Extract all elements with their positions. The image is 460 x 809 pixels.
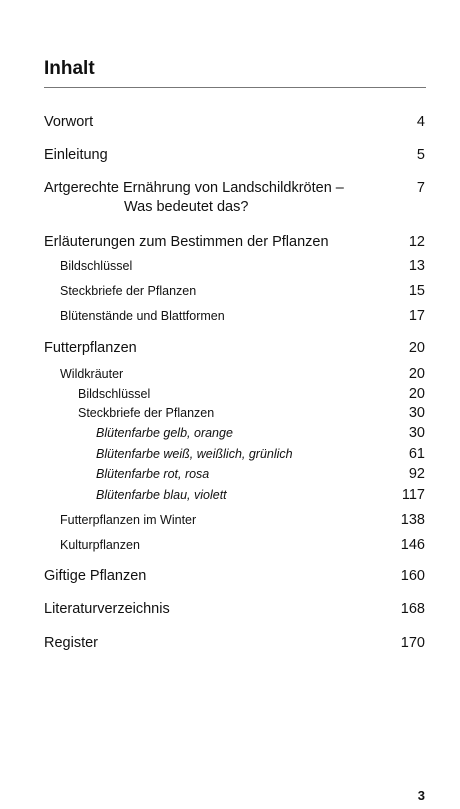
toc-entry-page: 30	[408, 405, 425, 421]
toc-entry-label: Blütenfarbe blau, violett	[96, 488, 227, 502]
toc-entry-page: 30	[408, 425, 425, 441]
toc-entry-label: Einleitung	[44, 147, 108, 163]
toc-entry-label: Literaturverzeichnis	[44, 601, 170, 617]
toc-entry-page: 13	[408, 258, 425, 274]
toc-entry-label: Blütenfarbe weiß, weißlich, grünlich	[96, 447, 293, 461]
toc-entry-label: Steckbriefe der Pflanzen	[78, 406, 215, 420]
toc-entry-page: 146	[400, 537, 425, 553]
toc-entry-page: 20	[408, 340, 425, 356]
toc-entry-label-continuation: Was bedeutet das?	[124, 199, 249, 215]
toc-entry-label: Erläuterungen zum Bestimmen der Pflanzen	[44, 234, 329, 250]
toc-entry-label: Futterpflanzen	[44, 340, 137, 356]
toc-entry-label: Blütenfarbe gelb, orange	[96, 426, 233, 440]
toc-entry-label: Bildschlüssel	[60, 259, 133, 273]
toc-entry-label: Vorwort	[44, 114, 94, 130]
toc-entry-label: Blütenstände und Blattformen	[60, 309, 225, 323]
toc-entry-page: 4	[416, 114, 425, 130]
toc-entry-page: 168	[400, 601, 425, 617]
toc-entry-page: 160	[400, 568, 425, 584]
toc-entry-label: Wildkräuter	[60, 367, 124, 381]
toc-entry-page: 92	[408, 466, 425, 482]
toc-entry-page: 20	[408, 366, 425, 382]
toc-entry-label: Kulturpflanzen	[60, 538, 140, 552]
toc-entry-label: Register	[44, 635, 98, 651]
toc-entry-label: Artgerechte Ernährung von Landschildkröten –	[44, 180, 344, 196]
page-title: Inhalt	[44, 58, 95, 79]
toc-entry-label: Giftige Pflanzen	[44, 568, 147, 584]
page-number: 3	[417, 788, 425, 803]
toc-entry-page: 138	[400, 512, 425, 528]
toc-entry-page: 12	[408, 234, 425, 250]
toc-entry-label: Steckbriefe der Pflanzen	[60, 284, 197, 298]
toc-entry-page: 117	[401, 487, 425, 503]
toc-entry-page: 5	[416, 147, 425, 163]
toc-entry-page: 20	[408, 386, 425, 402]
toc-entry-label: Bildschlüssel	[78, 387, 151, 401]
toc-entry-page: 7	[416, 180, 425, 196]
toc-entry-page: 170	[400, 635, 425, 651]
toc-entry-page: 15	[408, 283, 425, 299]
toc-entry-page: 17	[408, 308, 425, 324]
toc-entry-label: Blütenfarbe rot, rosa	[96, 467, 210, 481]
toc-entry-label: Futterpflanzen im Winter	[60, 513, 197, 527]
toc-entry-page: 61	[408, 446, 425, 462]
